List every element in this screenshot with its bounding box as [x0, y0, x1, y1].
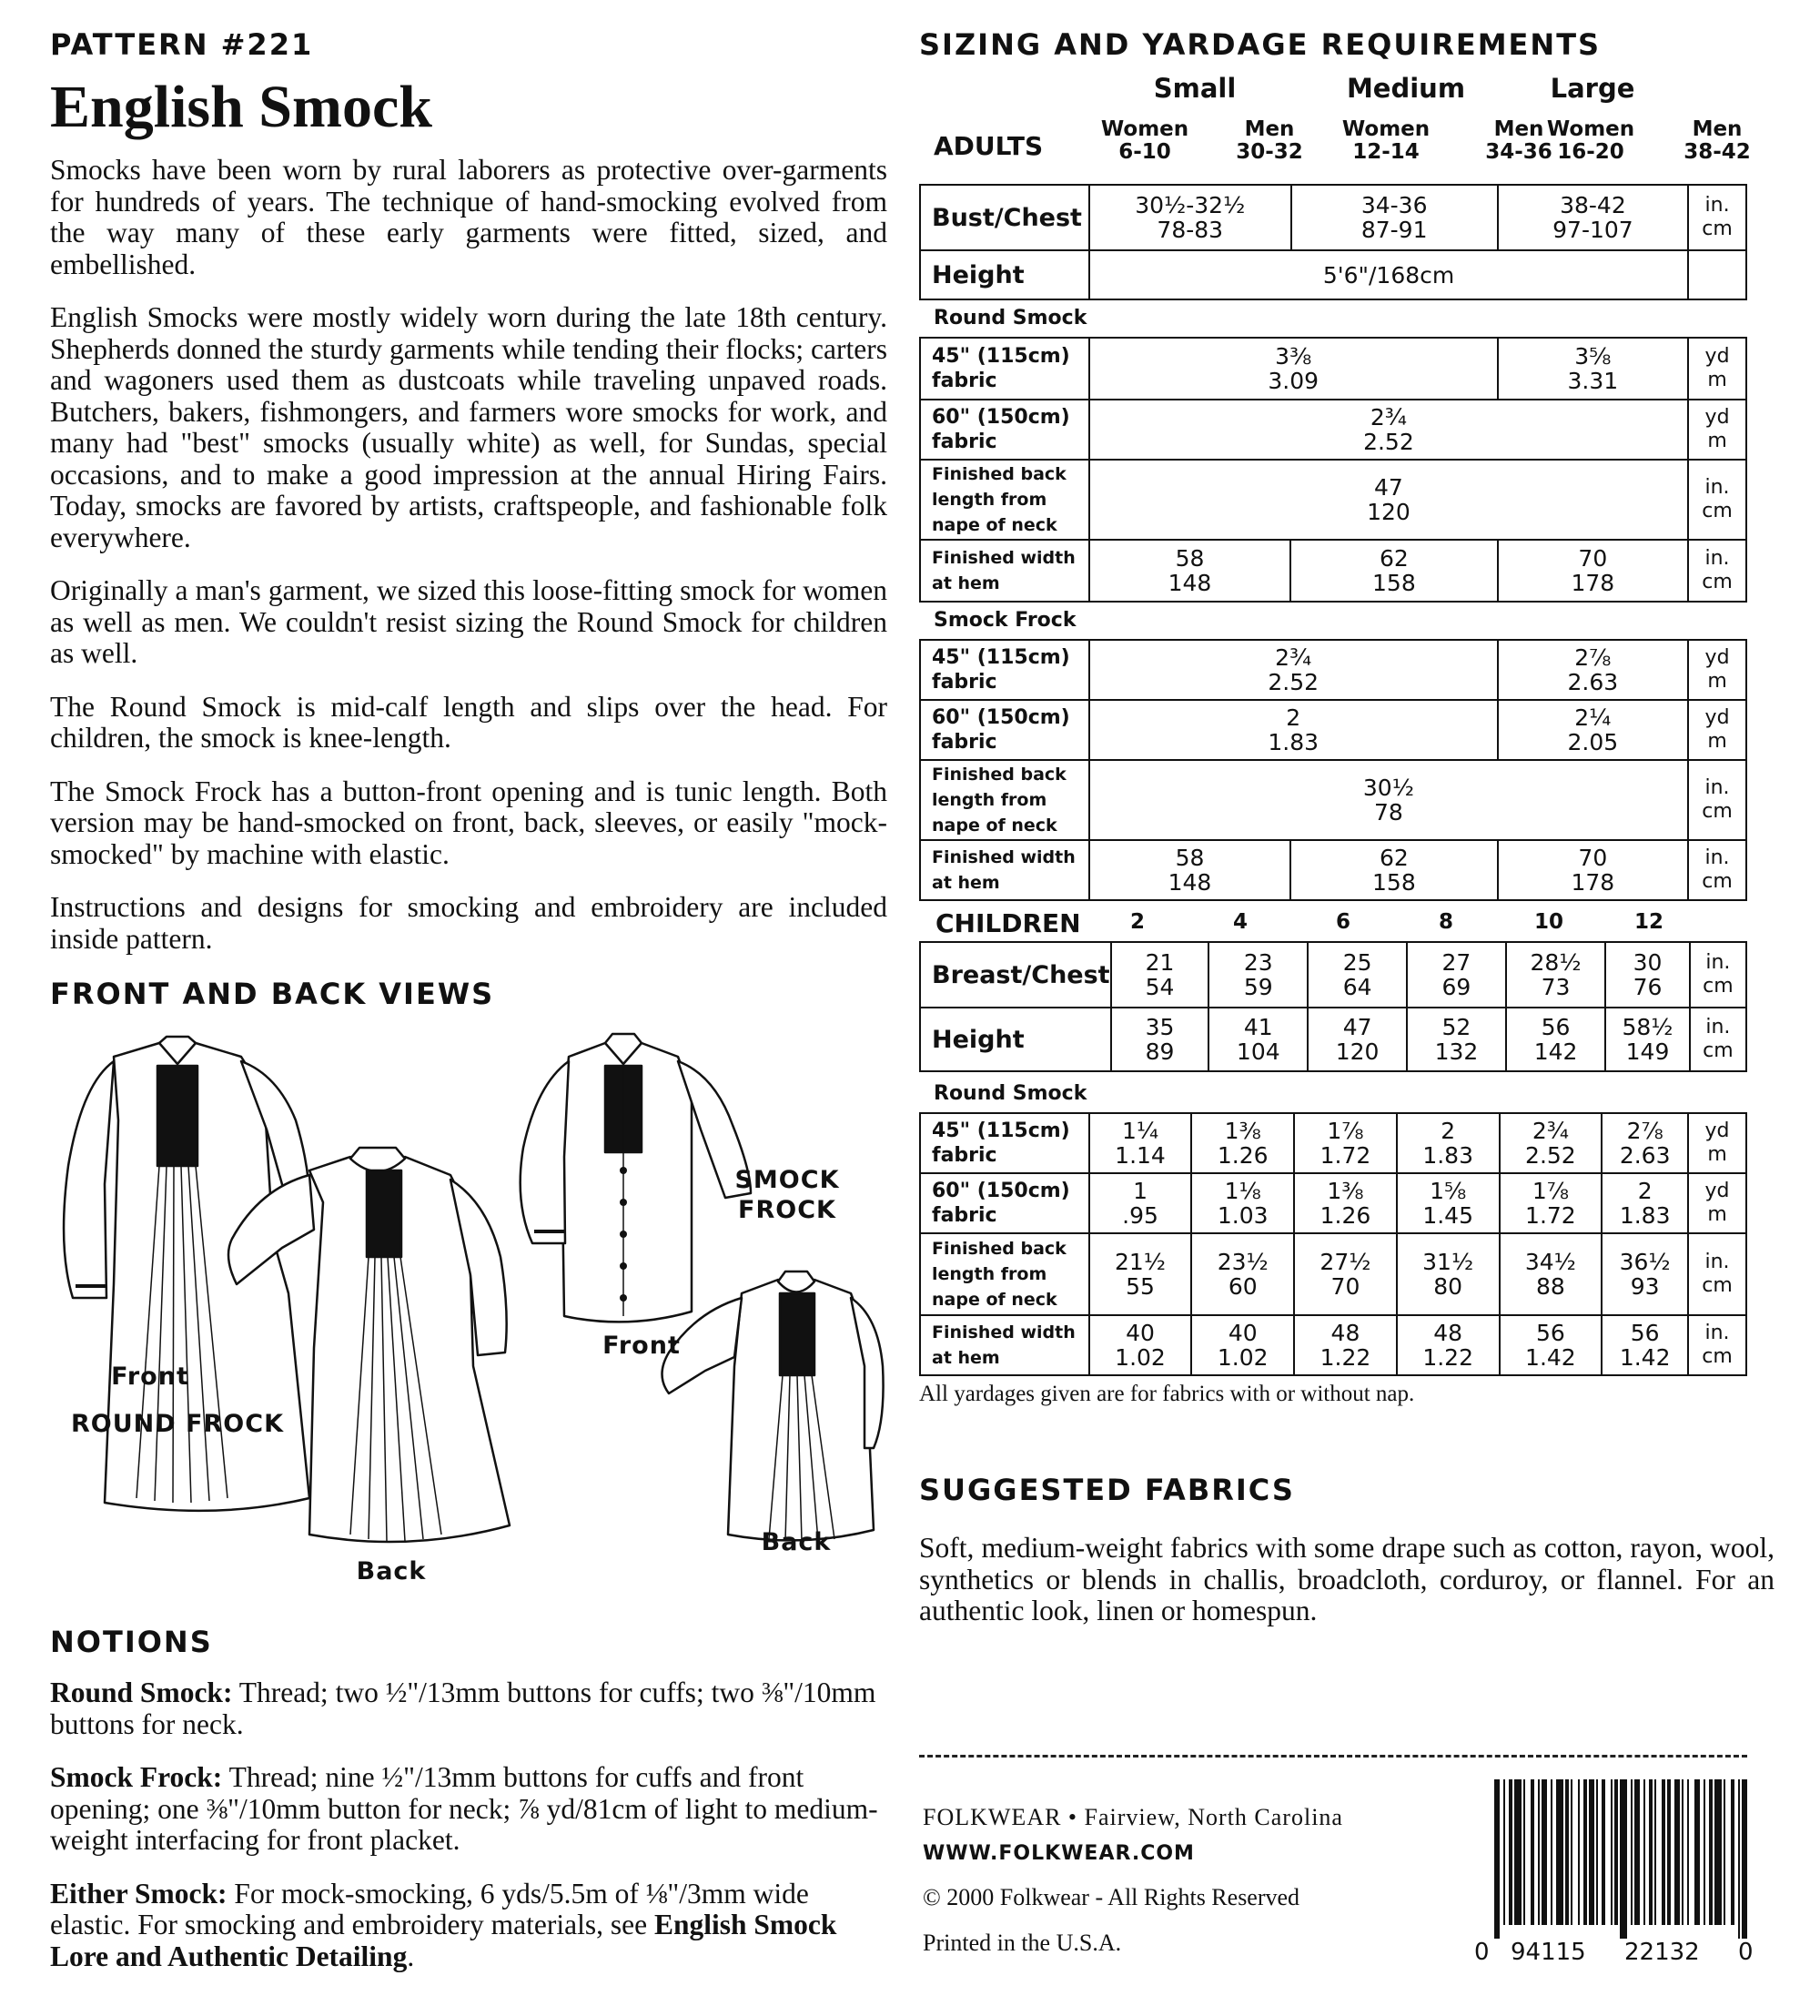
table-cell: 28½ 73	[1506, 942, 1605, 1008]
child-size-header: 12	[1633, 910, 1663, 934]
barcode	[1474, 1779, 1756, 1970]
barcode-bar	[1724, 1779, 1725, 1925]
round-smock-label: Round Smock	[934, 307, 1087, 329]
barcode-bar	[1634, 1779, 1640, 1925]
barcode-bar	[1556, 1779, 1563, 1925]
table-cell: 23 59	[1208, 942, 1308, 1008]
table-row: 45" (115cm) fabric 3⅜ 3.09 3⅝ 3.31 yd m	[920, 338, 1746, 400]
size-header	[919, 73, 1774, 118]
round-smock-table	[919, 337, 1747, 603]
table-row: Finished width at hem 58 148 62 158 70 178 in. cm	[920, 840, 1746, 900]
notion-frock-label: Smock Frock:	[50, 1761, 223, 1793]
barcode-bar	[1694, 1779, 1700, 1925]
barcode-bar	[1649, 1779, 1653, 1925]
sizing-heading: SIZING AND YARDAGE REQUIREMENTS	[919, 27, 1602, 62]
barcode-bar	[1514, 1779, 1522, 1925]
table-cell: 38-42 97-107	[1498, 185, 1688, 250]
adults-label: ADULTS	[934, 131, 1044, 161]
left-column	[50, 27, 887, 1994]
table-cell: 1 .95	[1089, 1173, 1192, 1233]
unit-cell: yd m	[1688, 1173, 1746, 1233]
barcode-bar	[1542, 1779, 1547, 1925]
barcode-bar	[1565, 1779, 1569, 1925]
table-cell: 40 1.02	[1089, 1315, 1192, 1375]
intro-paragraph: The Smock Frock has a button-front opening and is tunic length. Both version may be hand-smocked on front, back, sleeves, or easily "mock-smocked" by machine with elastic.	[50, 775, 887, 870]
row-label: 45" (115cm) fabric	[920, 1113, 1089, 1173]
table-row	[920, 185, 1746, 250]
smock-back-label: Back	[761, 1528, 832, 1556]
table-cell: 27 69	[1407, 942, 1506, 1008]
barcode-digit: 94115	[1511, 1939, 1586, 1966]
notion-either-label: Either Smock:	[50, 1877, 228, 1910]
notion-either	[50, 1879, 887, 1973]
barcode-bar	[1674, 1779, 1680, 1925]
intro-paragraph: Originally a man's garment, we sized this loose-fitting smock for women as well as men. We couldn't resist sizing the Round Smock for children as well.	[50, 574, 887, 669]
barcode-bar	[1662, 1779, 1665, 1925]
notion-round	[50, 1677, 887, 1740]
barcode-bar	[1589, 1779, 1594, 1925]
footer-website: WWW.FOLKWEAR.COM	[923, 1842, 1195, 1865]
unit-cell: in. cm	[1688, 185, 1746, 250]
height-label: Height	[920, 250, 1089, 299]
unit-cell: in. cm	[1690, 1008, 1746, 1071]
fabrics-text: Soft, medium-weight fabrics with some drape such as cotton, rayon, wool, synthetics or blends in challis, broadcloth, corduroy, or flannel. For an authentic look, linen or homespun.	[919, 1532, 1774, 1626]
children-round-smock-table	[919, 1112, 1747, 1376]
footer-printed: Printed in the U.S.A.	[923, 1930, 1122, 1956]
barcode-bar	[1596, 1779, 1598, 1925]
intro-paragraph: Smocks have been worn by rural laborers as protective over-garments for hundreds of years. The technique of hand-smocking evolved from the way many of these early garments were fitted, sized, and embellished.	[50, 154, 887, 280]
notions-heading: NOTIONS	[50, 1625, 213, 1659]
unit-cell: in. cm	[1688, 1315, 1746, 1375]
page-title: English Smock	[50, 74, 432, 140]
notion-either-end: .	[407, 1940, 415, 1972]
barcode-bar	[1611, 1779, 1613, 1925]
barcode-bar	[1654, 1779, 1656, 1925]
barcode-bar	[1509, 1779, 1512, 1925]
barcode-bar	[1583, 1779, 1587, 1925]
children-measure-table	[919, 941, 1747, 1072]
table-row	[920, 1233, 1746, 1315]
adult-size-col-header: Women 16-20	[1546, 117, 1635, 164]
table-cell: 48 1.22	[1294, 1315, 1397, 1375]
barcode-bar	[1682, 1779, 1684, 1925]
notion-either-ref: English Smock Lore and Authentic Detailing	[50, 1909, 837, 1972]
barcode-bar	[1551, 1779, 1552, 1925]
table-cell: 48 1.22	[1397, 1315, 1500, 1375]
views-heading: FRONT AND BACK VIEWS	[50, 977, 495, 1011]
table-cell: 58½ 149	[1605, 1008, 1690, 1071]
barcode-bar	[1704, 1779, 1705, 1925]
table-cell: 25 64	[1308, 942, 1407, 1008]
footer-company: FOLKWEAR • Fairview, North Carolina	[923, 1804, 1343, 1830]
table-cell: 1⅞ 1.72	[1294, 1113, 1397, 1173]
right-column	[919, 27, 1774, 1966]
notion-round-text: Thread; two ½"/13mm buttons for cuffs; two ⅜"/10mm buttons for neck.	[50, 1677, 876, 1740]
table-cell: 1⅛ 1.03	[1191, 1173, 1294, 1233]
unit-cell: in. cm	[1688, 1233, 1746, 1315]
notion-frock-text: Thread; nine ½"/13mm buttons for cuffs and front opening; one ⅜"/10mm button for neck; ⅞ yd/81cm of light to medium-weight interfacing for front placket.	[50, 1761, 878, 1856]
barcode-bar	[1578, 1779, 1580, 1925]
smock-front-label: Front	[602, 1332, 681, 1360]
table-cell: 1⅜ 1.26	[1294, 1173, 1397, 1233]
unit-cell: in. cm	[1690, 942, 1746, 1008]
smock-frock-label-2: FROCK	[738, 1196, 836, 1224]
row-label: Height	[920, 1008, 1111, 1071]
unit-cell	[1688, 250, 1746, 299]
table-cell: 2⅞ 2.63	[1602, 1113, 1688, 1173]
table-cell: 2 1.83	[1602, 1173, 1688, 1233]
barcode-bar	[1602, 1779, 1605, 1925]
size-medium: Medium	[1346, 73, 1466, 104]
table-row: Finished width at hem 58 148 62 158 70 178 in. cm	[920, 540, 1746, 602]
table-cell: 41 104	[1208, 1008, 1308, 1071]
table-cell: 35 89	[1111, 1008, 1209, 1071]
table-row	[920, 1113, 1746, 1173]
table-cell: 40 1.02	[1191, 1315, 1294, 1375]
table-cell: 56 1.42	[1500, 1315, 1603, 1375]
size-large: Large	[1550, 73, 1635, 104]
barcode-bar	[1667, 1779, 1671, 1925]
table-row	[920, 942, 1746, 1008]
garment-illustrations	[50, 1020, 887, 1603]
children-label: CHILDREN	[935, 908, 1081, 938]
table-cell: 1⅞ 1.72	[1500, 1173, 1603, 1233]
adult-size-col-header: Men 38-42	[1684, 117, 1751, 164]
barcode-bar	[1738, 1779, 1740, 1939]
smock-frock-table	[919, 639, 1747, 901]
adult-group-header	[919, 118, 1774, 178]
adult-size-col-header: Men 30-32	[1236, 117, 1303, 164]
intro-paragraph: Instructions and designs for smocking and embroidery are included inside pattern.	[50, 891, 887, 955]
table-row	[920, 250, 1746, 299]
table-cell: 36½ 93	[1602, 1233, 1688, 1315]
table-cell: 56 1.42	[1602, 1315, 1688, 1375]
barcode-digit: 0	[1474, 1939, 1490, 1966]
row-label: 60" (150cm) fabric	[920, 1173, 1089, 1233]
table-cell: 56 142	[1506, 1008, 1605, 1071]
child-round-smock-label: Round Smock	[934, 1082, 1087, 1105]
size-small: Small	[1153, 73, 1237, 104]
garment-views	[50, 1020, 887, 1603]
table-cell: 2 1.83	[1397, 1113, 1500, 1173]
smock-frock-label: Smock Frock	[934, 609, 1077, 632]
intro-paragraph: English Smocks were mostly widely worn during the late 18th century. Shepherds donned the sturdy garments while tending their flocks; carters and wagoners used them as dustcoats while traveling unpaved roads. Butchers, bakers, fishmongers, and farmers wore smocks for work, and many had "best" smocks (usually white) as well, for Sundas, special occasions, and to make a good impression at the annual Hiring Fairs. Today, smocks are favored by artists, craftspeople, and fashionable folk everywhere.	[50, 301, 887, 553]
child-size-header: 8	[1438, 910, 1453, 934]
notion-either-text: For mock-smocking, 6 yds/5.5m of ⅛"/3mm wide elastic. For smocking and embroidery materials, see	[50, 1877, 809, 1940]
pattern-number: PATTERN #221	[50, 27, 314, 62]
smock-frock-back-drawing	[662, 1271, 884, 1541]
table-cell: 1⅜ 1.26	[1191, 1113, 1294, 1173]
notion-frock	[50, 1762, 887, 1857]
table-cell: 47 120	[1308, 1008, 1407, 1071]
bust-label: Bust/Chest	[920, 185, 1089, 250]
table-row: 45" (115cm) fabric 2¾ 2.52 2⅞ 2.63 yd m	[920, 640, 1746, 700]
round-back-label: Back	[356, 1557, 427, 1585]
table-row	[920, 1315, 1746, 1375]
child-size-header: 2	[1129, 910, 1145, 934]
adult-measure-table	[919, 184, 1747, 300]
intro-paragraph: The Round Smock is mid-calf length and slips over the head. For children, the smock is knee-length.	[50, 690, 887, 754]
fabrics-heading: SUGGESTED FABRICS	[919, 1473, 1295, 1507]
footer-divider	[919, 1755, 1747, 1758]
adult-size-col-header: Women 12-14	[1341, 117, 1431, 164]
table-cell: 30 76	[1605, 942, 1690, 1008]
barcode-bar	[1742, 1779, 1747, 1939]
table-row: Finished back length from nape of neck 47 120 in. cm	[920, 460, 1746, 540]
children-header	[919, 901, 1774, 941]
unit-cell: yd m	[1688, 1113, 1746, 1173]
table-cell: 23½ 60	[1191, 1233, 1294, 1315]
table-cell: 1¼ 1.14	[1089, 1113, 1192, 1173]
table-cell: 2¾ 2.52	[1500, 1113, 1603, 1173]
child-size-header: 10	[1533, 910, 1563, 934]
table-cell: 30½-32½ 78-83	[1089, 185, 1291, 250]
barcode-bar	[1503, 1779, 1505, 1925]
barcode-bar	[1714, 1779, 1722, 1925]
row-label: Finished width at hem	[920, 1315, 1089, 1375]
table-row: Finished back length from nape of neck 30½ 78 in. cm	[920, 760, 1746, 840]
round-front-label: Front	[111, 1363, 189, 1391]
barcode-bars	[1474, 1779, 1756, 1939]
yardage-note: All yardages given are for fabrics with or without nap.	[919, 1382, 1415, 1406]
table-cell: 1⅝ 1.45	[1397, 1173, 1500, 1233]
table-row	[920, 1173, 1746, 1233]
barcode-bar	[1538, 1779, 1540, 1925]
adult-size-col-header: Men 34-36	[1485, 117, 1552, 164]
barcode-bar	[1731, 1779, 1734, 1925]
table-cell: 5'6"/168cm	[1089, 250, 1688, 299]
barcode-bar	[1494, 1779, 1500, 1939]
table-row	[920, 1008, 1746, 1071]
smock-frock-front-drawing	[521, 1034, 751, 1322]
adult-size-col-header: Women 6-10	[1100, 117, 1189, 164]
barcode-bar	[1643, 1779, 1645, 1925]
barcode-bar	[1709, 1779, 1713, 1925]
round-frock-front-drawing	[64, 1037, 309, 1511]
table-cell: 31½ 80	[1397, 1233, 1500, 1315]
row-label: Breast/Chest	[920, 942, 1111, 1008]
table-cell: 21½ 55	[1089, 1233, 1192, 1315]
barcode-digit: 0	[1738, 1939, 1754, 1966]
table-cell: 52 132	[1407, 1008, 1506, 1071]
child-size-header: 6	[1335, 910, 1350, 934]
table-cell: 21 54	[1111, 942, 1209, 1008]
table-cell: 27½ 70	[1294, 1233, 1397, 1315]
table-row: 60" (150cm) fabric 2¾ 2.52 yd m	[920, 400, 1746, 460]
barcode-bar	[1620, 1779, 1627, 1939]
barcode-bar	[1571, 1779, 1572, 1925]
row-label: Finished back length from nape of neck	[920, 1233, 1089, 1315]
child-size-header: 4	[1232, 910, 1248, 934]
footer-copyright: © 2000 Folkwear - All Rights Reserved	[923, 1884, 1300, 1910]
barcode-bar	[1687, 1779, 1689, 1925]
barcode-bar	[1614, 1779, 1618, 1925]
barcode-bar	[1523, 1779, 1525, 1925]
round-frock-label: ROUND FROCK	[70, 1410, 284, 1438]
notion-round-label: Round Smock:	[50, 1677, 233, 1708]
barcode-digit: 22132	[1624, 1939, 1700, 1966]
table-cell: 34-36 87-91	[1291, 185, 1498, 250]
table-cell: 34½ 88	[1500, 1233, 1603, 1315]
smock-frock-label-1: SMOCK	[734, 1166, 840, 1194]
table-row: 60" (150cm) fabric 2 1.83 2¼ 2.05 yd m	[920, 700, 1746, 760]
barcode-bar	[1531, 1779, 1534, 1925]
barcode-bar	[1631, 1779, 1633, 1925]
